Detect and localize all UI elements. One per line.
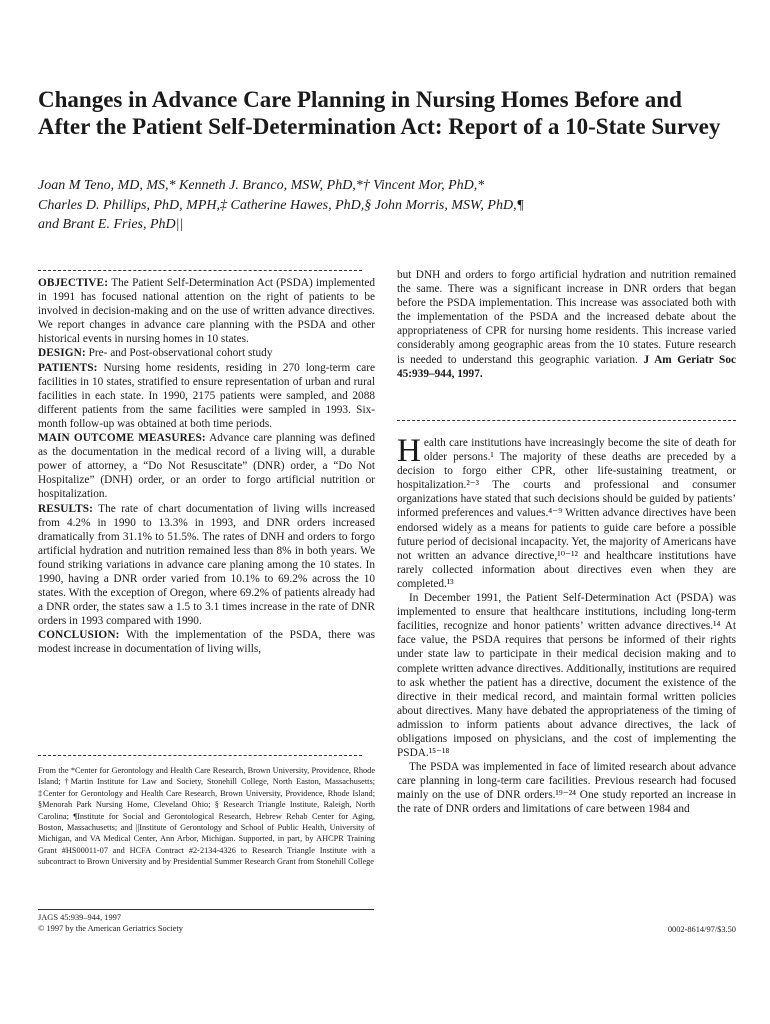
abstract-patients: PATIENTS: Nursing home residents, residing in 270 long-term care facilities in 10 states, stratified to ensure representation of urban and rural facilities in each state. In 1990, 2175 patients were sampled, and 2088 different patients from the same facilities were sampled in 1993. Six-month follow-up was obtained at both time periods.: [38, 361, 376, 430]
author-line-1: Joan M Teno, MD, MS,* Kenneth J. Branco, MSW, PhD,*† Vincent Mor, PhD,*: [38, 178, 485, 193]
author-line-2: Charles D. Phillips, PhD, MPH,‡ Catherine Hawes, PhD,§ John Morris, MSW, PhD,¶: [38, 197, 524, 213]
body-paragraph-2: In December 1991, the Patient Self-Determination Act (PSDA) was implemented to ensure that healthcare institutions, including long-term facilities, recognize and honor patients’ written advance directives.¹⁴ At face value, the PSDA requires that persons be informed of their rights under state law to participate in their medical decision making and to complete written advance directives. Additionally, institutions are required to ask whether the patient has a directive, document the existence of the directive in their medical record, and maintain formal written policies about directives. Many have debated the appropriateness of the timing of admission to inform patients about advance directives, the lack of obligations imposed on physicians, and the cost of implementing the PSDA.¹⁵⁻¹⁸: [397, 592, 736, 760]
affiliations-footnote: From the *Center for Gerontology and Health Care Research, Brown University, Providence, Rhode Island; †Martin Institute for Law and Society, Stonehill College, North Easton, Massachusetts; ‡Center for Gerontology and Health Care Research, Brown University, Providence, Rhode Island; §Menorah Park Nursing Home, Cleveland Ohio; § Research Triangle Institute, Raleigh, North Carolina; ¶Institute for Social and Gerontological Research, Hebrew Rehab Center for Aging, Boston, Massachusetts; and ||Institute of Gerontology and School of Public Health, University of Michigan, and VA Medical Center, Ann Arbor, Michigan. Supported, in part, by AHCPR Training Grant #HS00011-07 and HCFA Contract #2-2134-4326 to Research Triangle Institute with a subcontract to Brown University and by Presidential Summer Research Grant from Stonehill College: [38, 766, 375, 867]
abstract-left-column: [38, 276, 375, 657]
abstract-objective: OBJECTIVE: The Patient Self-Determination Act (PSDA) implemented in 1991 has focused national attention on the right of patients to be involved in decision-making and on the use of written advance directives. We report changes in advance care planning with the PSDA and other historical events in nursing homes in 10 states.: [38, 277, 376, 346]
page-footer-left: [38, 913, 183, 935]
abstract-design: DESIGN: Pre- and Post-observational cohort study: [38, 347, 273, 360]
abstract-top-rule-left: [38, 270, 362, 271]
journal-reference: JAGS 45:939–944, 1997: [38, 913, 122, 922]
abstract-measures: MAIN OUTCOME MEASURES: Advance care planning was defined as the documentation in the medical record of a living will, a durable power of attorney, a “Do Not Resuscitate” (DNR) order, a “Do Not Hospitalize” (DNH) order, or an order to forgo artificial nutrition or hospitalization.: [38, 432, 375, 501]
author-list: [38, 176, 748, 235]
article-body: [397, 433, 736, 817]
abstract-bottom-rule-right: [397, 420, 736, 421]
journal-citation: J Am Geriatr Soc 45:939–944, 1997.: [397, 353, 737, 380]
author-line-3: and Brant E. Fries, PhD||: [38, 217, 184, 232]
copyright-notice: © 1997 by the American Geriatrics Society: [38, 923, 183, 933]
article-code: 0002-8614/97/$3.50: [667, 925, 736, 934]
drop-cap: H: [397, 433, 421, 469]
footnote-rule: [38, 755, 362, 756]
abstract-continued: but DNH and orders to forgo artificial hydration and nutrition remained the same. There was a significant increase in DNR orders that began before the PSDA implementation. This increase was associated both with the implementation of the PSDA and the increased debate about the appropriateness of CPR for nursing home residents. This increase varied considerably among geographic areas from the 10 states. Future research is needed to understand this geographic variation. J Am Geriatr Soc 45:939–944, 1997.: [397, 269, 737, 380]
body-paragraph-3: The PSDA was implemented in face of limited research about advance care planning in long-term care facilities. Previous research had focused mainly on the use of DNR orders.¹⁹⁻²⁴ One study reported an increase in the rate of DNR orders and limitations of care between 1984 and: [397, 761, 736, 816]
article-title: Changes in Advance Care Planning in Nursing Homes Before and After the Patient Self-Determination Act: Report of a 10-State Survey: [38, 87, 721, 139]
abstract-conclusion: CONCLUSION: With the implementation of the PSDA, there was modest increase in documentation of living wills,: [38, 629, 375, 656]
footer-rule: [38, 909, 374, 910]
body-paragraph-1: Health care institutions have increasingly become the site of death for older persons.¹ The majority of these deaths are preceded by a decision to forgo either CPR, other life-sustaining treatment, or hospitalization.²⁻³ The courts and professional and consumer organizations have stated that such decisions should be guided by patients’ informed preferences and values.⁴⁻⁹ Written advance directives have been endorsed widely as a means for patients to guide care before a possible future period of decisional incapacity. Yet, the majority of Americans have not written an advance directive,¹⁰⁻¹² and healthcare institutions have rarely collected information about directives even when they are completed.¹³: [397, 433, 736, 590]
right-column: [397, 268, 736, 381]
abstract-results: RESULTS: The rate of chart documentation of living wills increased from 4.2% in 1990 to 13.3% in 1993, and DNR orders increased dramatically from 31.1% to 51.5%. The rates of DNH and orders to forgo artificial hydration and nutrition remained less than 8% in both years. We found striking variations in advance care planing among the 10 states. In 1990, having a DNR order varied from 10.1% to 69.2% across the 10 states. With the exception of Oregon, where 69.2% of patients already had a DNR order, the states saw a 1.5 to 3.1 times increase in the rate of DNR orders in 1993 compared with 1990.: [38, 502, 375, 628]
